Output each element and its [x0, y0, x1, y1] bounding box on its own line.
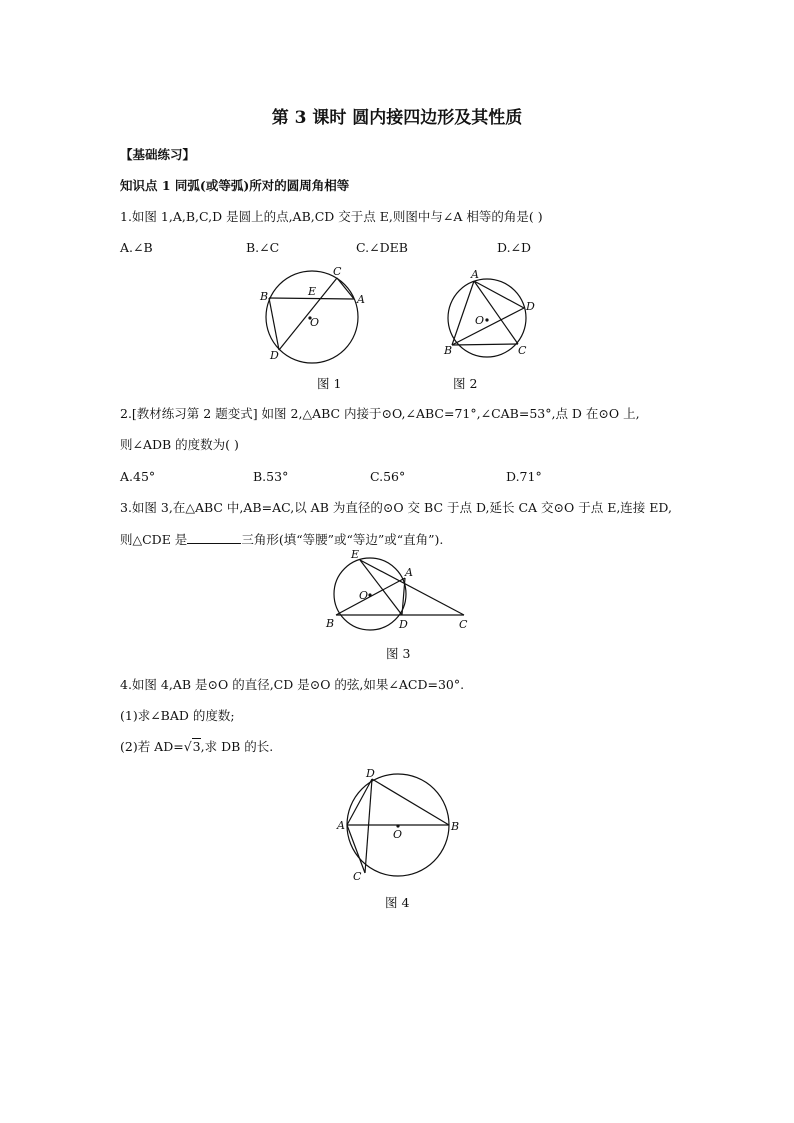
- question-1-option-b: B.∠C: [246, 240, 280, 255]
- question-4-part-2-suffix: ,求 DB 的长.: [200, 739, 274, 754]
- figure-4-segment-ad: [347, 779, 372, 825]
- sqrt-symbol: √3: [183, 739, 201, 754]
- sqrt-radicand: 3: [192, 739, 201, 754]
- question-1-stem: 1.如图 1,A,B,C,D 是圆上的点,AB,CD 交于点 E,则图中与∠A 相等的角是( ): [120, 209, 543, 224]
- figure-2-side-ac: [474, 281, 518, 344]
- question-4-part-1: (1)求∠BAD 的度数;: [120, 708, 235, 723]
- figure-2-caption: 图 2: [453, 376, 478, 391]
- question-4-part-2-prefix: (2)若 AD=: [120, 739, 184, 754]
- figure-4-label-c: C: [353, 870, 362, 881]
- figure-3-label-b: B: [326, 617, 335, 630]
- figure-4-label-b: B: [451, 820, 460, 833]
- figure-3-label-a: A: [405, 566, 413, 579]
- figure-3-label-d: D: [399, 618, 408, 631]
- figure-4-caption: 图 4: [385, 895, 410, 910]
- question-1-option-d: D.∠D: [497, 240, 532, 255]
- figure-2-segment-ad: [474, 281, 524, 308]
- figure-1-chord-ab: [269, 298, 354, 299]
- figure-3-label-c: C: [459, 618, 468, 631]
- figure-4-label-d: D: [366, 767, 375, 780]
- figure-4-label-o: O: [393, 828, 403, 841]
- question-2-option-c: C.56°: [370, 469, 406, 484]
- question-3-stem-line-2: [120, 531, 443, 548]
- figure-1-label-a: A: [357, 293, 365, 306]
- question-2-stem-line-2: 则∠ADB 的度数为( ): [120, 437, 239, 452]
- figure-2-label-a: A: [471, 268, 479, 281]
- question-3-stem-prefix: 则△CDE 是: [120, 532, 188, 547]
- figure-4: [334, 766, 464, 881]
- question-1-option-c: C.∠DEB: [356, 240, 408, 255]
- figure-2-label-c: C: [518, 344, 527, 357]
- question-2-stem-line-1: 2.[教材练习第 2 题变式] 如图 2,△ABC 内接于⊙O,∠ABC=71°,∠CAB=53°,点 D 在⊙O 上,: [120, 406, 640, 421]
- figure-1-caption: 图 1: [317, 376, 342, 391]
- figure-2-side-bc: [452, 344, 518, 345]
- question-4-part-2: [120, 739, 273, 755]
- question-3-stem-line-1: 3.如图 3,在△ABC 中,AB=AC,以 AB 为直径的⊙O 交 BC 于点 D,延长 CA 交⊙O 于点 E,连接 ED,: [120, 500, 672, 515]
- figure-3-center-dot: [368, 593, 371, 596]
- figure-2-label-o: O: [475, 314, 485, 327]
- figure-1: [255, 262, 370, 367]
- figure-2-label-d: D: [526, 300, 535, 313]
- figure-4-segment-db: [372, 779, 449, 825]
- question-3-stem-suffix: 三角形(填“等腰”或“等边”或“直角”).: [241, 532, 444, 547]
- question-2-option-b: B.53°: [253, 469, 289, 484]
- figure-4-segment-ac: [347, 825, 365, 873]
- figure-1-label-o: O: [310, 316, 320, 329]
- figure-3-caption: 图 3: [386, 646, 411, 661]
- question-4-stem: 4.如图 4,AB 是⊙O 的直径,CD 是⊙O 的弦,如果∠ACD=30°.: [120, 677, 465, 692]
- section-heading: 【基础练习】: [120, 147, 196, 162]
- question-1-option-a: A.∠B: [120, 240, 153, 255]
- figure-3-label-o: O: [359, 589, 369, 602]
- figure-4-chord-dc: [365, 779, 372, 873]
- figure-3-label-e: E: [351, 548, 360, 561]
- figure-1-label-c: C: [333, 265, 342, 278]
- figure-2-center-dot: [485, 318, 488, 321]
- figure-1-segment-ca: [337, 278, 354, 299]
- page-title: 第 3 课时 圆内接四边形及其性质: [271, 108, 523, 128]
- figure-3: [322, 548, 477, 636]
- question-3-answer-blank[interactable]: [187, 531, 241, 544]
- figure-1-label-e: E: [308, 285, 317, 298]
- knowledge-point-heading: 知识点 1 同弧(或等弧)所对的圆周角相等: [120, 178, 350, 193]
- question-2-option-d: D.71°: [506, 469, 542, 484]
- question-2-option-a: A.45°: [120, 469, 156, 484]
- figure-1-label-b: B: [260, 290, 269, 303]
- figure-4-label-a: A: [337, 819, 345, 832]
- figure-1-label-d: D: [270, 349, 279, 362]
- figure-2-label-b: B: [444, 344, 453, 357]
- figure-2: [440, 268, 540, 360]
